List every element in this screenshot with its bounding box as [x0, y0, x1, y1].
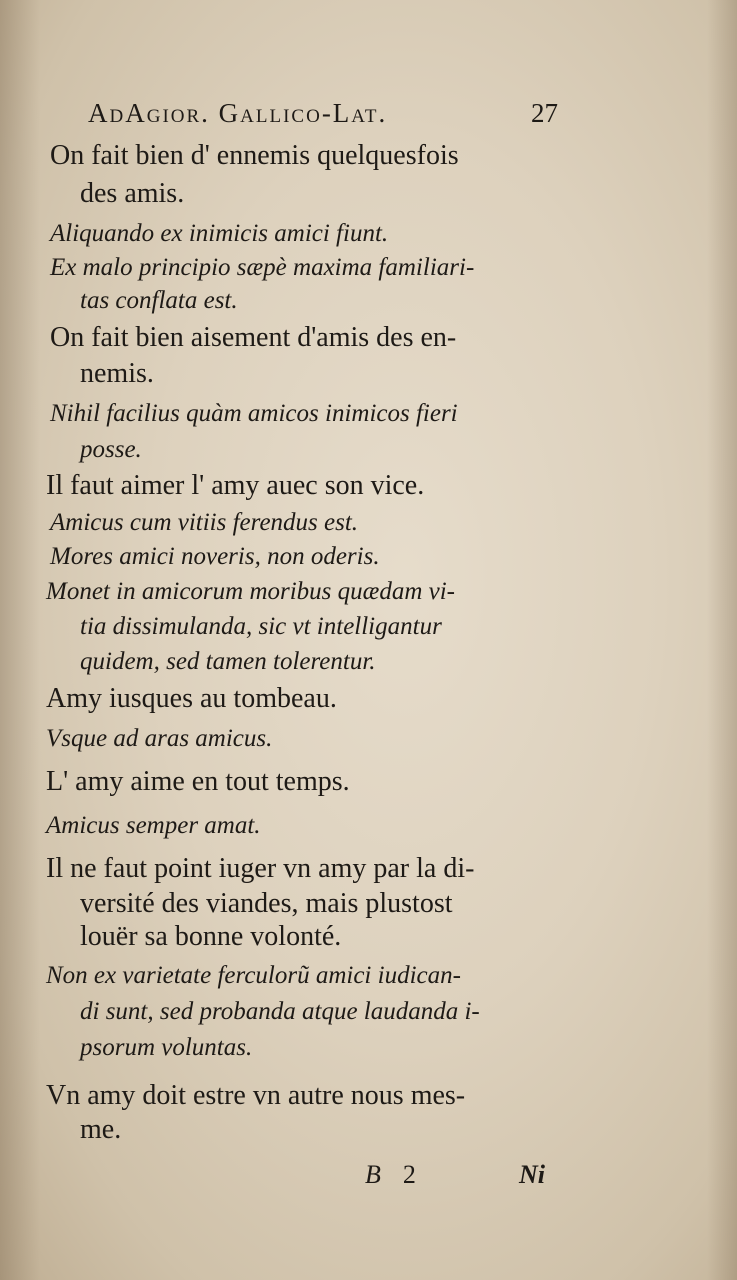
text-line-french: versité des viandes, mais plustost [80, 888, 453, 919]
text-line-latin: Monet in amicorum moribus quædam vi- [46, 578, 455, 605]
text-line-french: Vn amy doit estre vn autre nous mes- [46, 1080, 466, 1111]
text-line-french: On fait bien d' ennemis quelquesfois [50, 140, 459, 171]
text-line-latin: Nihil facilius quàm amicos inimicos fieri [50, 400, 458, 427]
text-line-french: Il faut aimer l' amy auec son vice. [46, 470, 425, 501]
text-line-french: L' amy aime en tout temps. [46, 766, 350, 797]
text-line-latin: tia dissimulanda, sic vt intelligantur [80, 613, 442, 640]
catchword: Ni [519, 1160, 545, 1189]
text-line-latin: quidem, sed tamen tolerentur. [80, 648, 376, 675]
text-line-latin: Aliquando ex inimicis amici fiunt. [50, 220, 389, 247]
text-line-french: nemis. [80, 358, 154, 389]
signature-mark [365, 1160, 416, 1190]
text-line-french: On fait bien aisement d'amis des en- [50, 322, 457, 353]
text-line-latin: Ex malo principio sæpè maxima familiari- [50, 254, 475, 281]
text-line-latin: di sunt, sed probanda atque laudanda i- [80, 998, 480, 1025]
text-line-french: Amy iusques au tombeau. [46, 683, 337, 714]
text-line-latin: Amicus cum vitiis ferendus est. [50, 509, 359, 536]
text-line-latin: Amicus semper amat. [46, 812, 261, 839]
text-line-french: louër sa bonne volonté. [80, 921, 342, 952]
text-line-latin: posse. [80, 436, 142, 463]
text-line-latin: Mores amici noveris, non oderis. [50, 543, 380, 570]
text-line-latin: psorum voluntas. [80, 1034, 253, 1061]
signature-letter: B [365, 1160, 381, 1189]
text-line-french: des amis. [80, 178, 185, 209]
text-line-latin: Vsque ad aras amicus. [46, 725, 273, 752]
text-line-french: Il ne faut point iuger vn amy par la di- [46, 853, 475, 884]
text-line-french: me. [80, 1114, 122, 1145]
page-number: 27 [531, 98, 558, 128]
running-header [88, 98, 558, 129]
text-line-latin: tas conflata est. [80, 287, 238, 314]
running-title: AdAgior. Gallico-Lat. [88, 98, 388, 128]
signature-number: 2 [402, 1160, 416, 1189]
text-line-latin: Non ex varietate ferculorũ amici iudican- [46, 962, 461, 989]
